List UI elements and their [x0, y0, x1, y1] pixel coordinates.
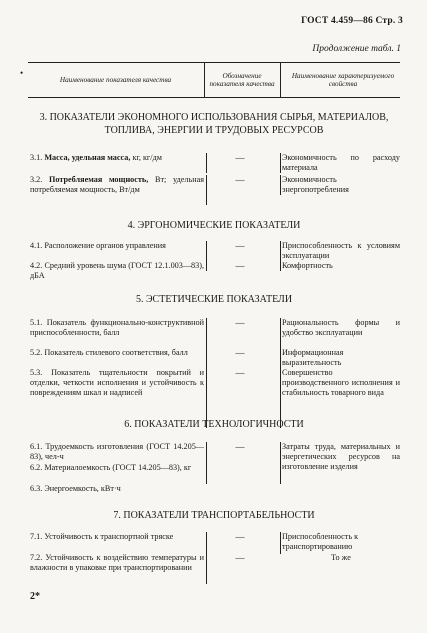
indicator-property: Совершенство производственного исполнения и стабильность товарного вида: [282, 368, 400, 397]
indicator-symbol: —: [235, 442, 245, 452]
row-bar: [280, 442, 281, 484]
indicator-number: 3.1.: [30, 153, 43, 162]
indicator-property: Приспособленность к транспортированию: [282, 532, 359, 551]
row-bar: [280, 153, 281, 173]
indicator-property: Затраты труда, материальных и энергетических ресурсов на изготовление изделия: [282, 442, 400, 471]
indicator-symbol: —: [235, 175, 245, 185]
indicator-name: 4.1. Расположение органов управления: [30, 241, 166, 250]
margin-mark: •: [20, 68, 24, 78]
indicator-number: 3.2.: [30, 175, 43, 184]
column-header-name: Наименование показателя качества: [59, 76, 172, 84]
indicator-name: 6.1. Трудоемкость изготовления (ГОСТ 14.205—83), чел-ч: [30, 442, 204, 461]
column-divider: [204, 63, 205, 97]
row-bar: [280, 175, 281, 195]
indicator-name: 4.2. Средний уровень шума (ГОСТ 12.1.003—83), дБА: [30, 261, 204, 280]
indicator-symbol: —: [235, 241, 245, 251]
continuation-label: Продолжение табл. 1: [312, 44, 401, 54]
indicator-property: Рациональность формы и удобство эксплуатации: [282, 318, 400, 337]
indicator-symbol: —: [235, 261, 245, 271]
row-bar: [206, 532, 207, 584]
indicator-symbol: —: [235, 368, 245, 378]
indicator-symbol: —: [235, 153, 245, 163]
indicator-name: 5.2. Показатель стилевого соответствия, балл: [30, 348, 188, 357]
row-bar: [206, 241, 207, 261]
indicator-name: 6.2. Материалоемкость (ГОСТ 14.205—83), кг: [30, 463, 192, 472]
row-bar: [206, 318, 207, 428]
indicator-property: Комфортность: [282, 261, 333, 270]
indicator-property: Экономичность по расходу материала: [282, 153, 400, 172]
indicator-name: 6.3. Энергоемкость, кВт·ч: [30, 484, 121, 493]
indicator-name-bold: Масса, удельная масса,: [44, 153, 131, 162]
row-bar: [206, 175, 207, 205]
indicator-symbol: —: [235, 348, 245, 358]
indicator-name: 7.1. Устойчивость к транспортной тряске: [30, 532, 174, 541]
indicator-property: Информационная выразительность: [282, 348, 344, 367]
standard-header: ГОСТ 4.459—86 Стр. 3: [301, 16, 403, 26]
indicator-symbol: —: [235, 318, 245, 328]
row-bar: [206, 261, 207, 271]
column-divider: [280, 63, 281, 97]
indicator-property: Приспособленность к условиям эксплуатации: [282, 241, 400, 260]
indicator-name-bold: Потребляемая мощность,: [49, 175, 149, 184]
column-header-property: Наименование характеризуемого свойства: [291, 72, 395, 88]
indicator-symbol: —: [235, 532, 245, 542]
indicator-symbol: —: [235, 553, 245, 563]
indicator-property: То же: [331, 553, 351, 562]
indicator-name: [30, 153, 204, 163]
row-bar: [280, 318, 281, 428]
table-header: [28, 62, 400, 98]
page-number: 2*: [30, 591, 40, 602]
section-title: 5. ЭСТЕТИЧЕСКИЕ ПОКАЗАТЕЛИ: [135, 294, 293, 305]
indicator-name: 5.3. Показатель тщательности покрытий и отделки, четкости исполнения и устойчивость к повреждениям шкал и надписей: [30, 368, 204, 397]
section-title: 3. ПОКАЗАТЕЛИ ЭКОНОМНОГО ИСПОЛЬЗОВАНИЯ СЫРЬЯ, МАТЕРИАЛОВ, ТОПЛИВА, ЭНЕРГИИ И ТРУДОВЫХ РЕСУРСОВ: [39, 112, 389, 136]
row-bar: [280, 241, 281, 271]
row-bar: [206, 153, 207, 173]
section-title: 6. ПОКАЗАТЕЛИ ТЕХНОЛОГИЧНОСТИ: [124, 419, 304, 430]
indicator-property: Экономичность энергопотребления: [282, 175, 349, 194]
indicator-name-rest: кг, кг/дм: [132, 153, 162, 162]
section-title: 4. ЭРГОНОМИЧЕСКИЕ ПОКАЗАТЕЛИ: [127, 220, 301, 231]
indicator-name: 7.2. Устойчивость к воздействию температуры и влажности в упаковке при транспортировании: [30, 553, 204, 572]
indicator-name: [30, 175, 204, 195]
row-bar: [206, 442, 207, 484]
section-title: 7. ПОКАЗАТЕЛИ ТРАНСПОРТАБЕЛЬНОСТИ: [113, 510, 315, 521]
indicator-name-rest: Вт; удельная потребляемая мощность, Вт/дм: [30, 175, 205, 194]
indicator-name: 5.1. Показатель функционально-конструктивной приспособленности, балл: [30, 318, 204, 337]
column-header-symbol: Обозначение показателя качества: [209, 72, 275, 88]
row-bar: [280, 532, 281, 554]
